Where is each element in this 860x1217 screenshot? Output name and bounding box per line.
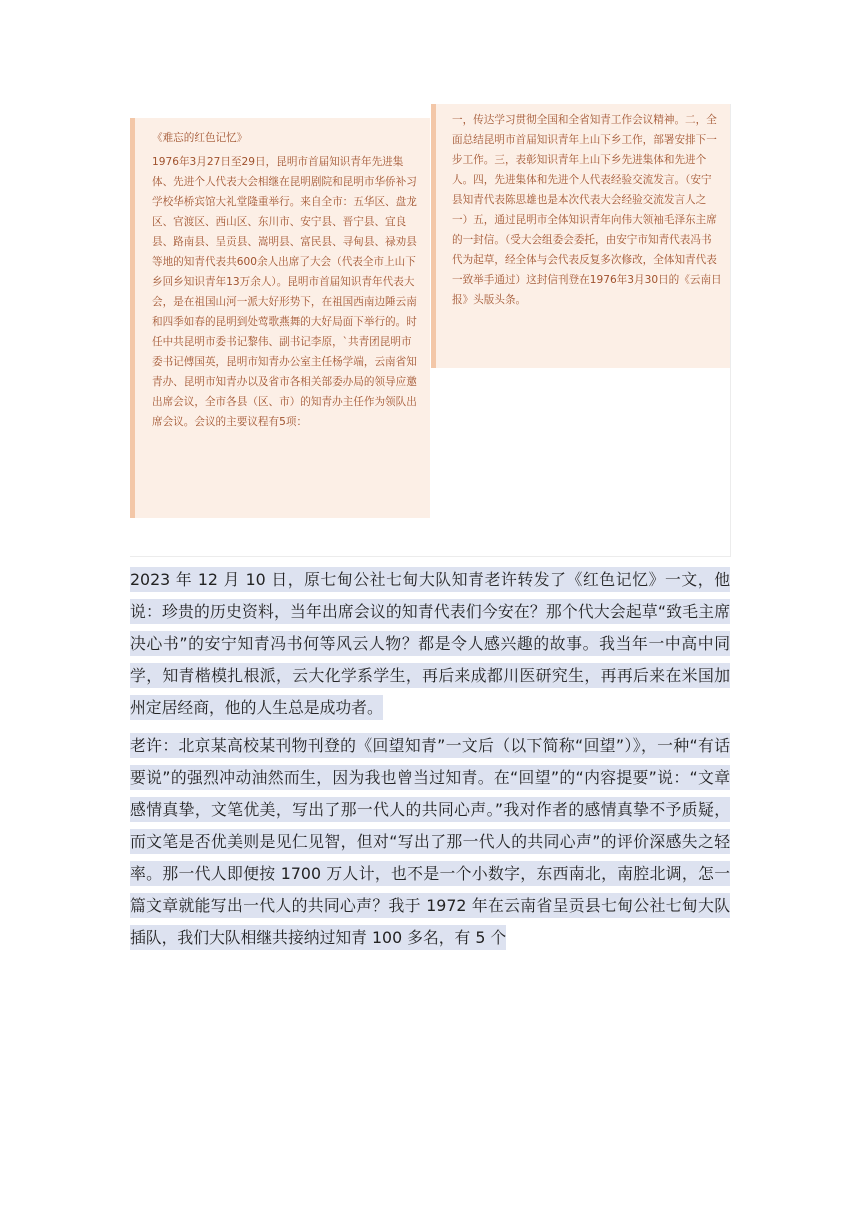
card-accent-bar <box>130 118 135 518</box>
card-text-block <box>452 110 722 310</box>
card-title: 《难忘的红色记忆》 <box>152 132 248 144</box>
screenshot-figure <box>130 104 731 557</box>
memory-card-right <box>431 104 730 368</box>
card-accent-bar <box>431 104 436 368</box>
article-paragraph <box>130 730 730 954</box>
article-body <box>130 564 730 960</box>
article-paragraph <box>130 564 730 724</box>
card-body-left: 1976年3月27日至29日，昆明市首届知识青年先进集体、先进个人代表大会相继在昆明剧院和昆明市华侨补习学校华桥宾馆大礼堂隆重举行。来自全市：五华区、盘龙区、官渡区、西山区、东川市、安宁县、晋宁县、宜良县、路南县、呈贡县、嵩明县、富民县、寻甸县、禄劝县等地的知青代表共600余人出席了大会（代表全市上山下乡回乡知识青年13万余人）。昆明市首届知识青年代表大会，是在祖国山河一派大好形势下，在祖国西南边陲云南和四季如春的昆明到处莺歌燕舞的大好局面下举行的。时任中共昆明市委书记黎伟、副书记李原，`共青团昆明市委书记傅国英，昆明市知青办公室主任杨学端，云南省知青办、昆明市知青办以及省市各相关部委办局的领导应邀出席会议，全市各县（区、市）的知青办主任作为领队出席会议。会议的主要议程有5项： <box>152 156 417 428</box>
card-text-block <box>152 128 422 432</box>
memory-card-left <box>130 118 430 518</box>
card-body-right: 一，传达学习贯彻全国和全省知青工作会议精神。二，全面总结昆明市首届知识青年上山下乡工作，部署安排下一步工作。三，表彰知识青年上山下乡先进集体和先进个人。四，先进集体和先进个人代表经验交流发言。（安宁县知青代表陈思雄也是本次代表大会经验交流发言人之一）五，通过昆明市全体知识青年向伟大领袖毛泽东主席的一封信。（受大会组委会委托，由安宁市知青代表冯书代为起草，经全体与会代表反复多次修改，全体知青代表一致举手通过）这封信刊登在1976年3月30日的《云南日报》头版头条。 <box>452 114 722 306</box>
highlighted-text: 2023 年 12 月 10 日，原七甸公社七甸大队知青老许转发了《红色记忆》一文，他说：珍贵的历史资料，当年出席会议的知青代表们今安在？那个代大会起草“致毛主席决心书”的安宁知青冯书何等风云人物？都是令人感兴趣的故事。我当年一中高中同学，知青楷模扎根派，云大化学系学生，再后来成都川医研究生，再再后来在米国加州定居经商，他的人生总是成功者。 <box>130 567 730 720</box>
highlighted-text: 老许：北京某高校某刊物刊登的《回望知青”一文后（以下简称“回望”）》，一种“有话要说”的强烈冲动油然而生，因为我也曾当过知青。在“回望”的“内容提要”说：“文章感情真挚，文笔优美，写出了那一代人的共同心声。”我对作者的感情真挚不予质疑，而文笔是否优美则是见仁见智，但对“写出了那一代人的共同心声”的评价深感失之轻率。那一代人即便按 1700 万人计，也不是一个小数字，东西南北，南腔北调，怎一篇文章就能写出一代人的共同心声？我于 1972 年在云南省呈贡县七甸公社七甸大队插队，我们大队相继共接纳过知青 100 多名，有 5 个 <box>130 733 730 950</box>
